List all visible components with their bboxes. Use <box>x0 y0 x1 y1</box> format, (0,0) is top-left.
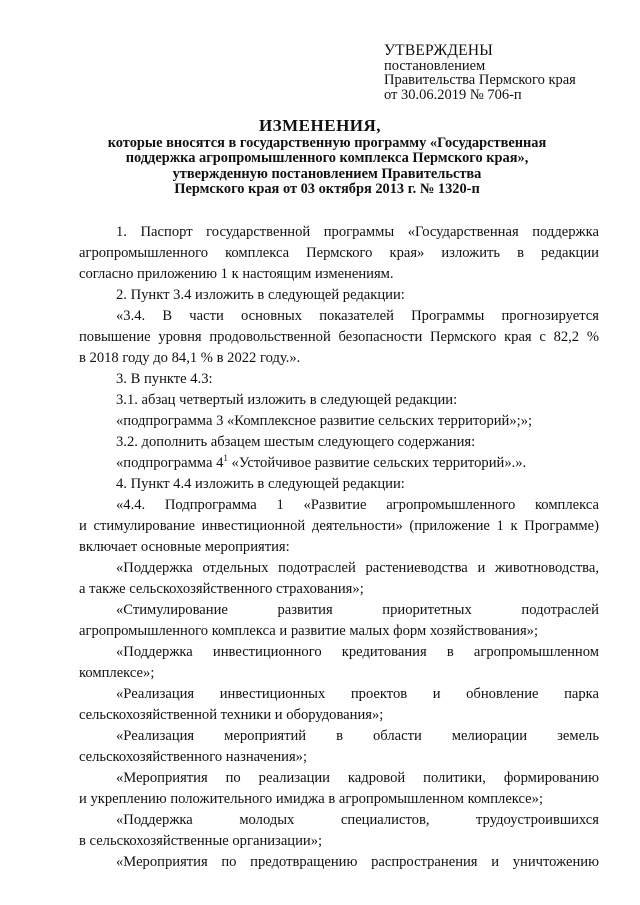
paragraph-18 <box>79 852 599 873</box>
paragraph-17 <box>79 810 599 852</box>
text-line: 1. Паспорт государственной программы «Государственная поддержка <box>116 224 599 240</box>
approval-line: Правительства Пермского края <box>384 72 576 88</box>
paragraph-13 <box>79 642 599 684</box>
approval-line: от 30.06.2019 № 706-п <box>384 86 522 103</box>
text-fragment: «Устойчивое развитие сельских территорий».». <box>227 455 527 471</box>
subtitle-line: поддержка агропромышленного комплекса Пермского края», <box>125 150 529 167</box>
paragraph-10 <box>79 495 599 558</box>
text-line: повышение уровня продовольственной безопасности Пермского края с 82,2 % <box>79 329 599 345</box>
text-line: «Поддержка отдельных подотраслей растениеводства и животноводства, <box>116 560 599 576</box>
paragraph-12 <box>79 600 599 642</box>
text-line: «Мероприятия по реализации кадровой политики, формированию <box>116 770 599 786</box>
paragraph-14 <box>79 684 599 726</box>
superscript: 1 <box>223 453 228 464</box>
text-line: «Реализация мероприятий в области мелиорации земель <box>116 728 599 744</box>
subtitle-line: которые вносятся в государственную программу «Государственная <box>107 135 547 151</box>
text-line: сельскохозяйственной техники и оборудования»; <box>79 707 384 723</box>
text-line: «Поддержка молодых специалистов, трудоустроившихся <box>116 812 599 828</box>
paragraph-16 <box>79 768 599 810</box>
document-title: ИЗМЕНЕНИЯ, <box>258 116 382 135</box>
paragraph-11 <box>79 558 599 600</box>
text-line: включает основные мероприятия: <box>79 539 290 555</box>
text-line: в сельскохозяйственные организации»; <box>79 833 323 849</box>
paragraph-4: 3. В пункте 4.3: <box>116 371 213 387</box>
text-line: «Мероприятия по предотвращению распространения и уничтожению <box>116 854 599 870</box>
paragraph-5: 3.1. абзац четвертый изложить в следующей редакции: <box>116 392 458 408</box>
text-line: «Стимулирование развития приоритетных подотраслей <box>116 602 599 618</box>
text-line: сельскохозяйственного назначения»; <box>79 749 308 765</box>
approval-stamp <box>384 44 576 102</box>
text-line: согласно приложению 1 к настоящим изменениям. <box>79 266 394 282</box>
text-line: «3.4. В части основных показателей Программы прогнозируется <box>116 308 599 324</box>
approval-line: постановлением <box>384 57 486 74</box>
text-line: «Реализация инвестиционных проектов и обновление парка <box>116 686 599 702</box>
subtitle-line: утвержденную постановлением Правительства <box>172 165 482 182</box>
text-line: агропромышленного комплекса и развитие малых форм хозяйствования»; <box>79 623 539 639</box>
text-line: «4.4. Подпрограмма 1 «Развитие агропромышленного комплекса <box>116 497 599 513</box>
text-line: а также сельскохозяйственного страхования»; <box>79 581 364 597</box>
paragraph-2: 2. Пункт 3.4 изложить в следующей редакции: <box>116 287 405 303</box>
text-line: агропромышленного комплекса Пермского края» изложить в редакции <box>79 245 599 261</box>
text-line: комплексе»; <box>79 665 155 681</box>
text-fragment: «подпрограмма 4 <box>116 455 224 471</box>
text-line: в 2018 году до 84,1 % в 2022 году.». <box>79 350 301 366</box>
approval-heading: УТВЕРЖДЕНЫ <box>384 42 493 59</box>
paragraph-15 <box>79 726 599 768</box>
paragraph-1 <box>79 222 599 285</box>
subtitle-line: Пермского края от 03 октября 2013 г. № 1320-п <box>174 180 480 197</box>
text-line: и укреплению положительного имиджа в агропромышленном комплексе»; <box>79 791 544 807</box>
paragraph-6: «подпрограмма 3 «Комплексное развитие сельских территорий»;»; <box>116 413 533 429</box>
text-line: и стимулирование инвестиционной деятельности» (приложение 1 к Программе) <box>79 518 599 534</box>
paragraph-9: 4. Пункт 4.4 изложить в следующей редакции: <box>116 476 405 492</box>
paragraph-7: 3.2. дополнить абзацем шестым следующего содержания: <box>116 434 476 450</box>
text-line: «Поддержка инвестиционного кредитования в агропромышленном <box>116 644 599 660</box>
document-body <box>79 222 599 873</box>
document-subtitle <box>100 136 554 197</box>
paragraph-3 <box>79 306 599 369</box>
paragraph-8 <box>79 453 599 474</box>
